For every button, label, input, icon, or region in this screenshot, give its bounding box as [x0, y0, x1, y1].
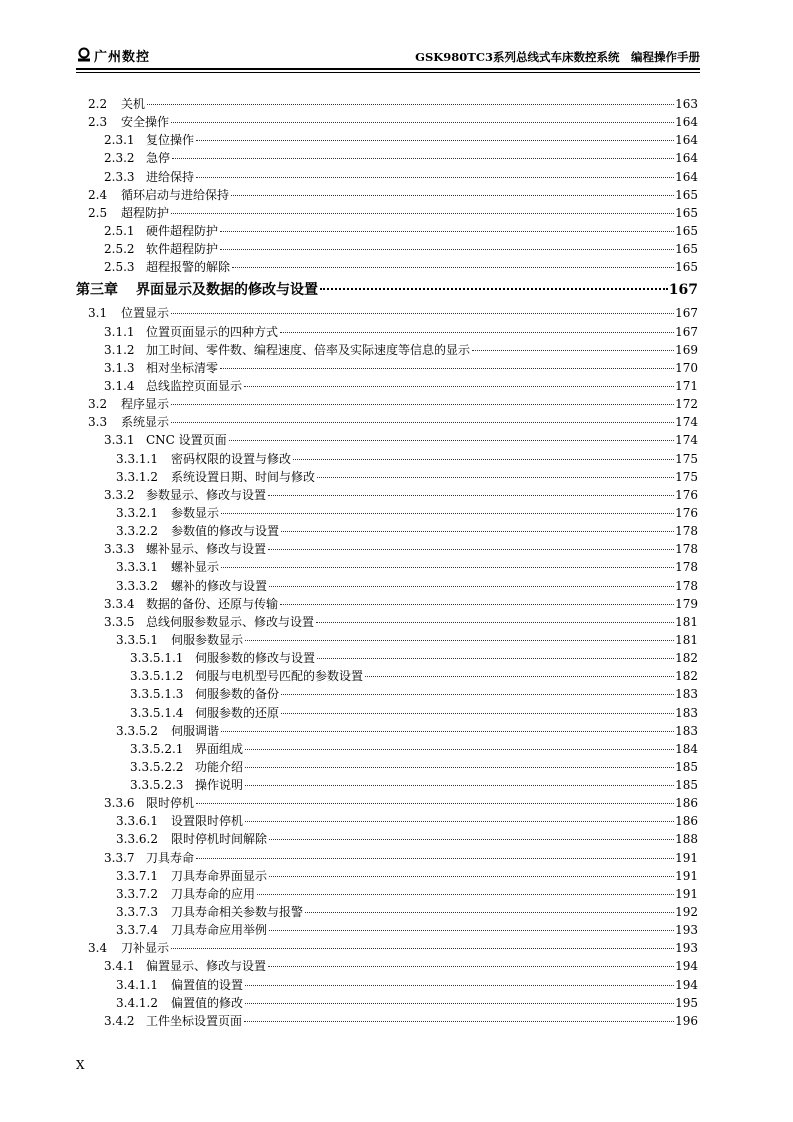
toc-entry-page: 179 [675, 596, 698, 611]
toc-entry-page: 183 [675, 687, 698, 702]
toc-entry[interactable] [76, 149, 698, 167]
toc-entry[interactable] [76, 758, 698, 776]
toc-entry-number: 3.3.2.2 [116, 524, 158, 539]
toc-entry-number: 3.3.5.2.2 [130, 759, 184, 774]
dot-leader [293, 459, 674, 460]
dot-leader [196, 858, 674, 859]
toc-entry-page: 178 [675, 542, 698, 557]
toc-entry[interactable] [76, 131, 698, 149]
toc-entry-number: 2.5.1 [104, 223, 135, 238]
toc-entry-page: 185 [675, 759, 698, 774]
toc-entry-number: 3.3.3.2 [116, 578, 158, 593]
dot-leader [147, 104, 674, 105]
toc-entry-number: 3.4.2 [104, 1013, 135, 1028]
dot-leader [281, 694, 674, 695]
toc-entry-page: 184 [675, 741, 698, 756]
toc-entry[interactable] [76, 704, 698, 722]
dot-leader [171, 948, 674, 949]
dot-leader [320, 288, 668, 290]
toc-entry[interactable] [76, 667, 698, 685]
toc-entry-page: 165 [675, 205, 698, 220]
toc-entry-page: 178 [675, 560, 698, 575]
toc-entry[interactable] [76, 595, 698, 613]
toc-entry[interactable] [76, 939, 698, 957]
toc-entry-number: 3.3.7.4 [116, 923, 158, 938]
toc-entry-title: 偏置值的修改 [171, 995, 244, 1010]
toc-entry-title: 数据的备份、还原与传输 [146, 596, 279, 611]
toc-entry-title: 总线伺服参数显示、修改与设置 [146, 614, 315, 629]
toc-entry-page: 164 [675, 115, 698, 130]
toc-entry[interactable] [76, 304, 698, 322]
page-header [76, 44, 700, 68]
toc-entry-title: 伺服参数显示 [171, 632, 244, 647]
dot-leader [245, 821, 674, 822]
toc-entry-page: 175 [675, 469, 698, 484]
toc-entry-title: 伺服参数的还原 [195, 705, 280, 720]
toc-entry-number: 3.3.5.2.1 [130, 741, 184, 756]
toc-entry[interactable] [76, 1012, 698, 1030]
table-of-contents [76, 95, 698, 1030]
toc-entry-title: 位置页面显示的四种方式 [146, 324, 279, 339]
toc-entry-page: 165 [675, 223, 698, 238]
toc-entry[interactable] [76, 577, 698, 595]
toc-entry-number: 3.3.5.1.4 [130, 705, 184, 720]
toc-entry-number: 3.1.1 [104, 324, 135, 339]
toc-entry-title: 伺服调谐 [171, 723, 220, 738]
toc-entry-number: 3.3.5.2 [116, 723, 158, 738]
dot-leader [269, 876, 674, 877]
toc-entry-title: 复位操作 [146, 133, 195, 148]
dot-leader [245, 785, 674, 786]
header-rule [76, 68, 700, 70]
toc-entry-number: 3.2 [88, 397, 108, 412]
toc-entry-page: 181 [675, 614, 698, 629]
toc-entry[interactable] [76, 540, 698, 558]
toc-entry-title: 刀具寿命应用举例 [171, 923, 268, 938]
toc-entry-number: 3.3.3.1 [116, 560, 158, 575]
toc-entry[interactable] [76, 776, 698, 794]
toc-entry-number: 3.4.1.1 [116, 977, 158, 992]
toc-entry-title: 参数显示、修改与设置 [146, 487, 267, 502]
logo [76, 47, 150, 63]
toc-entry[interactable] [76, 849, 698, 867]
toc-entry[interactable] [76, 957, 698, 975]
dot-leader [231, 195, 674, 196]
toc-entry-page: 181 [675, 632, 698, 647]
toc-entry-page: 169 [675, 342, 698, 357]
toc-entry-number: 3.4 [88, 941, 108, 956]
toc-entry-title: 界面显示及数据的修改与设置 [136, 282, 318, 299]
dot-leader [220, 368, 674, 369]
header-rule-thin [76, 72, 700, 73]
toc-entry[interactable] [76, 613, 698, 631]
dot-leader [472, 350, 674, 351]
toc-entry-title: 刀具寿命 [146, 850, 195, 865]
dot-leader [171, 313, 674, 314]
toc-entry[interactable] [76, 903, 698, 921]
toc-entry-title: CNC 设置页面 [146, 433, 227, 448]
toc-entry-number: 3.3.5.1 [116, 632, 158, 647]
dot-leader [269, 586, 674, 587]
toc-entry-number: 3.3.1 [104, 433, 135, 448]
toc-entry-page: 167 [668, 282, 698, 299]
toc-entry-page: 176 [675, 505, 698, 520]
toc-entry[interactable] [76, 994, 698, 1012]
dot-leader [171, 404, 674, 405]
dot-leader [317, 658, 674, 659]
toc-entry-number: 第三章 [76, 282, 118, 299]
toc-entry[interactable] [76, 976, 698, 994]
toc-entry-number: 3.3.5.1.2 [130, 669, 184, 684]
toc-entry[interactable] [76, 885, 698, 903]
toc-entry-page: 164 [675, 169, 698, 184]
toc-entry-title: 硬件超程防护 [146, 223, 219, 238]
toc-entry[interactable] [76, 921, 698, 939]
toc-entry-page: 174 [675, 433, 698, 448]
toc-entry-number: 3.1.2 [104, 342, 135, 357]
toc-entry[interactable] [76, 830, 698, 848]
dot-leader [244, 1021, 674, 1022]
toc-entry[interactable] [76, 395, 698, 413]
toc-entry-title: 参数显示 [171, 505, 220, 520]
page-number: X [76, 1058, 85, 1072]
dot-leader [269, 930, 674, 931]
dot-leader [171, 213, 674, 214]
dot-leader [305, 912, 674, 913]
toc-entry-number: 2.5.3 [104, 260, 135, 275]
toc-entry-title: 参数值的修改与设置 [171, 524, 280, 539]
toc-entry-number: 3.3.6.2 [116, 832, 158, 847]
toc-entry-title: 系统显示 [121, 415, 170, 430]
toc-entry-page: 178 [675, 578, 698, 593]
toc-entry-title: 工件坐标设置页面 [146, 1013, 243, 1028]
toc-entry-title: 超程报警的解除 [146, 260, 231, 275]
dot-leader [221, 567, 674, 568]
toc-entry-page: 178 [675, 524, 698, 539]
toc-entry-number: 3.3.5.1.1 [130, 651, 184, 666]
dot-leader [281, 713, 674, 714]
toc-entry-number: 3.3.1.2 [116, 469, 158, 484]
toc-entry-title: 功能介绍 [195, 759, 244, 774]
dot-leader [365, 676, 674, 677]
dot-leader [268, 966, 674, 967]
toc-entry-page: 172 [675, 397, 698, 412]
toc-entry-page: 182 [675, 669, 698, 684]
toc-entry-number: 3.3.1.1 [116, 451, 158, 466]
toc-entry-page: 192 [675, 905, 698, 920]
toc-entry-title: 安全操作 [121, 115, 170, 130]
dot-leader [245, 749, 674, 750]
dot-leader [171, 122, 674, 123]
dot-leader [221, 731, 674, 732]
dot-leader [221, 513, 674, 514]
logo-text: 广州数控 [94, 49, 151, 65]
toc-entry-number: 3.3.5.2.3 [130, 778, 184, 793]
toc-entry-page: 175 [675, 451, 698, 466]
dot-leader [280, 332, 674, 333]
toc-entry[interactable] [76, 558, 698, 576]
toc-entry-page: 196 [675, 1013, 698, 1028]
toc-entry-number: 3.3.6.1 [116, 814, 158, 829]
toc-entry[interactable] [76, 722, 698, 740]
dot-leader [244, 386, 674, 387]
dot-leader [245, 767, 674, 768]
toc-entry[interactable] [76, 186, 698, 204]
dot-leader [257, 894, 674, 895]
toc-entry-title: 刀补显示 [121, 941, 170, 956]
toc-entry-title: 伺服与电机型号匹配的参数设置 [195, 669, 364, 684]
toc-entry[interactable] [76, 431, 698, 449]
toc-entry[interactable] [76, 486, 698, 504]
toc-entry-title: 螺补显示、修改与设置 [146, 542, 267, 557]
toc-entry-title: 螺补显示 [171, 560, 220, 575]
toc-entry[interactable] [76, 794, 698, 812]
toc-entry-page: 191 [675, 886, 698, 901]
toc-entry-title: 刀具寿命的应用 [171, 886, 256, 901]
toc-entry-page: 167 [675, 306, 698, 321]
toc-entry-page: 194 [675, 959, 698, 974]
toc-entry-page: 176 [675, 487, 698, 502]
toc-entry-number: 3.3.7.3 [116, 905, 158, 920]
toc-entry-title: 循环启动与进给保持 [121, 187, 230, 202]
toc-entry[interactable] [76, 240, 698, 258]
toc-entry[interactable] [76, 204, 698, 222]
toc-entry-title: 偏置值的设置 [171, 977, 244, 992]
toc-entry-page: 164 [675, 133, 698, 148]
toc-entry-page: 165 [675, 242, 698, 257]
toc-entry-number: 3.1 [88, 306, 108, 321]
toc-entry[interactable] [76, 258, 698, 276]
toc-entry-number: 3.3.7 [104, 850, 135, 865]
toc-entry-title: 相对坐标清零 [146, 360, 219, 375]
toc-entry-number: 2.3.2 [104, 151, 135, 166]
toc-entry[interactable] [76, 222, 698, 240]
toc-entry-title: 密码权限的设置与修改 [171, 451, 292, 466]
toc-entry-title: 伺服参数的备份 [195, 687, 280, 702]
toc-entry-page: 186 [675, 814, 698, 829]
toc-entry-page: 183 [675, 705, 698, 720]
toc-chapter-entry[interactable] [76, 276, 698, 304]
dot-leader [171, 422, 674, 423]
toc-entry-title: 刀具寿命相关参数与报警 [171, 905, 304, 920]
toc-entry-number: 2.5.2 [104, 242, 135, 257]
dot-leader [220, 231, 674, 232]
toc-entry-number: 2.2 [88, 97, 108, 111]
toc-entry[interactable] [76, 649, 698, 667]
toc-entry-page: 185 [675, 778, 698, 793]
toc-entry-title: 超程防护 [121, 205, 170, 220]
toc-entry-page: 193 [675, 923, 698, 938]
toc-entry-page: 193 [675, 941, 698, 956]
toc-entry-page: 174 [675, 415, 698, 430]
dot-leader [281, 531, 674, 532]
manual-title: GSK980TC3系列总线式车床数控系统 编程操作手册 [415, 50, 700, 64]
toc-entry-number: 3.3.3 [104, 542, 135, 557]
toc-entry-title: 限时停机 [146, 796, 195, 811]
toc-entry-title: 软件超程防护 [146, 242, 219, 257]
toc-entry[interactable] [76, 450, 698, 468]
toc-entry-title: 界面组成 [195, 741, 244, 756]
toc-entry[interactable] [76, 812, 698, 830]
dot-leader [280, 604, 674, 605]
toc-entry-title: 加工时间、零件数、编程速度、倍率及实际速度等信息的显示 [146, 342, 471, 357]
toc-entry[interactable] [76, 468, 698, 486]
toc-entry-number: 3.3 [88, 415, 108, 430]
toc-entry[interactable] [76, 740, 698, 758]
toc-entry-title: 急停 [146, 151, 171, 166]
toc-entry-page: 191 [675, 850, 698, 865]
toc-entry-title: 关机 [121, 97, 146, 111]
toc-entry-number: 3.4.1 [104, 959, 135, 974]
gsk-logo-icon [76, 47, 92, 63]
toc-entry[interactable] [76, 522, 698, 540]
toc-entry[interactable] [76, 504, 698, 522]
toc-entry[interactable] [76, 113, 698, 131]
dot-leader [268, 549, 674, 550]
toc-entry[interactable] [76, 867, 698, 885]
toc-entry-number: 3.3.7.2 [116, 886, 158, 901]
toc-entry-title: 限时停机时间解除 [171, 832, 268, 847]
toc-entry[interactable] [76, 377, 698, 395]
toc-entry[interactable] [76, 631, 698, 649]
toc-entry-number: 3.3.4 [104, 596, 135, 611]
toc-entry-title: 偏置显示、修改与设置 [146, 959, 267, 974]
toc-entry-number: 2.3 [88, 115, 108, 130]
toc-entry-page: 194 [675, 977, 698, 992]
toc-entry-title: 总线监控页面显示 [146, 378, 243, 393]
toc-entry-page: 188 [675, 832, 698, 847]
toc-entry-number: 3.1.3 [104, 360, 135, 375]
toc-entry-title: 刀具寿命界面显示 [171, 868, 268, 883]
toc-entry-title: 操作说明 [195, 778, 244, 793]
toc-entry-title: 位置显示 [121, 306, 170, 321]
toc-entry-page: 191 [675, 868, 698, 883]
toc-entry-page: 164 [675, 151, 698, 166]
dot-leader [317, 477, 674, 478]
toc-entry-title: 设置限时停机 [171, 814, 244, 829]
dot-leader [316, 622, 674, 623]
toc-entry-number: 3.1.4 [104, 378, 135, 393]
dot-leader [172, 158, 674, 159]
dot-leader [269, 839, 674, 840]
toc-entry-title: 进给保持 [146, 169, 195, 184]
toc-entry-number: 3.4.1.2 [116, 995, 158, 1010]
toc-entry-title: 程序显示 [121, 397, 170, 412]
toc-entry-title: 伺服参数的修改与设置 [195, 651, 316, 666]
toc-entry-page: 163 [675, 97, 698, 111]
toc-entry-page: 165 [675, 260, 698, 275]
dot-leader [245, 985, 674, 986]
toc-entry-number: 3.3.5.1.3 [130, 687, 184, 702]
toc-entry-number: 2.3.3 [104, 169, 135, 184]
toc-entry[interactable] [76, 413, 698, 431]
toc-entry-number: 3.3.2 [104, 487, 135, 502]
toc-entry-page: 170 [675, 360, 698, 375]
dot-leader [196, 177, 674, 178]
toc-entry[interactable] [76, 359, 698, 377]
toc-entry[interactable] [76, 341, 698, 359]
toc-entry[interactable] [76, 323, 698, 341]
toc-entry[interactable] [76, 95, 698, 113]
toc-entry-number: 2.3.1 [104, 133, 135, 148]
toc-entry[interactable] [76, 685, 698, 703]
dot-leader [196, 140, 674, 141]
toc-entry-page: 195 [675, 995, 698, 1010]
toc-entry-number: 2.4 [88, 187, 108, 202]
toc-entry-number: 3.3.2.1 [116, 505, 158, 520]
toc-entry-number: 2.5 [88, 205, 108, 220]
toc-entry-number: 3.3.6 [104, 796, 135, 811]
toc-entry-number: 3.3.5 [104, 614, 135, 629]
toc-entry-page: 165 [675, 187, 698, 202]
toc-entry-page: 167 [675, 324, 698, 339]
toc-entry-number: 3.3.7.1 [116, 868, 158, 883]
dot-leader [268, 495, 674, 496]
dot-leader [220, 249, 674, 250]
dot-leader [196, 803, 674, 804]
toc-entry[interactable] [76, 168, 698, 186]
toc-entry-title: 系统设置日期、时间与修改 [171, 469, 316, 484]
toc-entry-title: 螺补的修改与设置 [171, 578, 268, 593]
dot-leader [245, 640, 674, 641]
dot-leader [232, 267, 674, 268]
toc-entry-page: 182 [675, 651, 698, 666]
toc-entry-page: 183 [675, 723, 698, 738]
dot-leader [245, 1003, 674, 1004]
dot-leader [229, 440, 674, 441]
toc-entry-page: 186 [675, 796, 698, 811]
toc-entry-page: 171 [675, 378, 698, 393]
